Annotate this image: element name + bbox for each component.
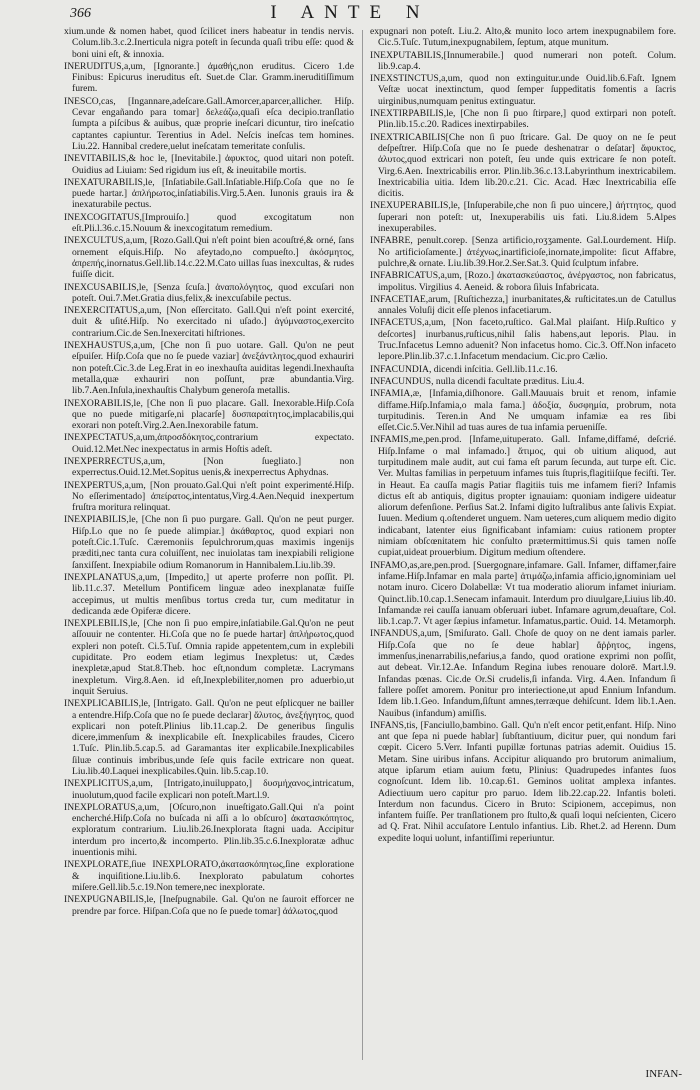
dictionary-entry: INEXPLEBILIS,le, [Che non ſi puo empire,inſatiabile.Gal.Qu'on ne peut aſſouuir ne contenter. Hi.Coſa que no ſe puede hartar] ἀπλήρωτος,quod expleri non poteſt. Ci.5.Tuſ. Omnia rapide appetentem,cum in explebili cupiditate. Pro eodem etiam legimus Inexpletus: ut, Cædes inexpletæ,apud Stat.8.Theb. hoc eſt,nondum completæ. Lacrymans inexpletum. Virg.8.Aen. id eſt,Inexplebiliter,nomen pro aduerbio,ut inquit Seruius.	[64, 618, 354, 697]
dictionary-entry: INFACETUS,a,um, [Non faceto,ruſtico. Gal.Mal plaiſant. Hiſp.Ruſtico y deſcortes] inurbanus,ruſticus,nihil ſalis habens,aut leporis. Plau. in Truc.Infacetus Lemno aduenit? Non infacetus homo. Cic.3. Off.Non infaceto lepore.Plin.lib.37.c.1.Infacetum mendacium. Cic.pro Cælio.	[370, 317, 676, 363]
dictionary-entry: INEXPECTATUS,a,um,ἀπροσδόκητος,contrarium expectato. Ouid.12.Met.Nec inexpectatus in armis Hoſtis adeſt.	[64, 432, 354, 455]
dictionary-entry: INFAMO,as,are,pen.prod. [Suergognare,infamare. Gall. Infamer, diffamer,faire infame.Hiſp.Infamar en mala parte] ἀτιμάζω,infamia afficio,ignominiam uel notam inuro. Cicero Dolabellæ: Vt tua moderatio aliorum infamet iniuriam. Quinct.lib.10.cap.1.Senecam infamauit. Interdum pro diuulgare,Liuius lib.40. Infamandæ rei cauſſa ianuam obſeruari iubet. Infamare agrum,deuaſtare, Col. lib.1.cap.7. Vt ager ſæpius infametur. Infamatus,partic. Ouid. 14. Metamorph.	[370, 559, 676, 628]
dictionary-entry: INEXPLANATUS,a,um, [Impedito,] ut aperte proferre non poſſit. Pl. lib.11.c.37. Metellum Pontificem linguæ adeo inexplanatæ fuiſſe accepimus, ut multis menſibus tortus creda tur, cum meditatur in dedicanda æde Opiferæ dicere.	[64, 571, 354, 617]
dictionary-entry: INEXPIABILIS,le, [Che non ſi puo purgare. Gall. Qu'on ne peut purger. Hiſp.Lo que no ſe puede alimpiar.] ἀκάθαρτος, quod expiari non poteſt.Cic.1.Tuſc. Cæremoniis ſepulchrorum,quas maximis ingenijs præditi,nec tanta cura coluiſſent, nec inuiolatas tam inexpiabili religione ſanxiſſent. Inexpiabile odium Romanorum in Hannibalem.Liu.lib.39.	[64, 514, 354, 571]
dictionary-entry: INFABRICATUS,a,um, [Rozo.] ἀκατασκεύαστος, ἀνέργαστος, non fabricatus, impolitus. Virgilius 4. Aeneid. & robora ſiluis Infabricata.	[370, 270, 676, 293]
dictionary-entry: INEXCUSABILIS,le, [Senza ſcuſa.] ἀναπολόγητος, quod excuſari non poteſt. Oui.7.Met.Gratia dius,felix,& inexcuſabile pectus.	[64, 281, 354, 304]
dictionary-entry: INEXTIRPABILIS,le, [Che non ſi puo ſtirpare,] quod extirpari non poteſt. Plin.lib.15.c.20. Radices inextirpabiles.	[370, 108, 676, 131]
dictionary-entry: INFAMIS,me,pen.prod. [Infame,uituperato. Gall. Infame,diffamé, deſcrié. Hiſp.Infame o mal infamado.] ἄτιμος, qui ob uitium aliquod, aut turpitudinem male audit, aut cui fama eſt parum ſecunda, aut turpe eſt. Cic. Ver. Multas familias in perpetuum infames tuis ſtupris,flagitiiſque feciſti. Ter. in Heaut. Ea cauſſa magis Patiar flagitiis tuis me infamem fieri? Infamis dictus eſt ab antiquis, digitus propter ignauiam: quoniam indigere uideatur aliorum defenſione. Perſius Sat.2. Infami digito luſtralibus ante ſalivis Expiat. Iuuen. Medium q.oſtenderet unguem. Nam ueteres,cum aliquem medio digito indicabant, latenter eius ſignificabant infamiam: cuius rationem propter nimiam obſcœnitatem hic conſulto prætermittimus.Si quis tamen noſſe cupiat,uideat prouerbium. Digitum medium oſtendere.	[370, 434, 676, 559]
dictionary-entry: INEXHAUSTUS,a,um, [Che non ſi puo uotare. Gall. Qu'on ne peut eſpuiſer. Hiſp.Coſa que no ſe puede vaziar] ἀνεξάντλητος,quod exhauriri non poteſt.Cic.3.de Leg.Erat in eo inexhauſta auiditas legendi.Inexhauſta metalla,quæ exhauriri non poſſunt, præ abundantia.Virg. lib.7.Aen.Inſula,inexhauſtis Chalybum generoſa metallis.	[64, 340, 354, 397]
dictionary-entry: INFANS,tis, [Fanciullo,bambino. Gall. Qu'n n'eſt encor petit,enfant. Hiſp. Nino ant que ſepa ni puede hablar] ſubſtantiuum, dicitur puer, qui nondum fari cœpit. Cicero 5.Verr. Infanti pupillæ fortunas patrias ademit. Ouidius 15. Metam. Sine uiribus infans. Accipitur aliquando pro brutorum animalium, atque ipſarum etiam auium fœtu, Plinius: Quadrupedes infantes ſuos cognoſcunt. Idem lib. 10.cap.61. Geminos uolitat amplexa infantes. Adiectiuum uero capitur pro paruo. Idem lib.22.cap.22. Infantis boleti. Interdum non facundus. Cicero in Bruto: Scipionem, accepimus, non infantem fuiſſe. Per tranſlationem pro ſtulto,& quaſi loqui neſcienten, Cicero ad Q. Frat. Nihil accuſatore Lentulo infantius. Lib. Rhet.2. ad Herenn. Dum expedite loqui uolunt, infantiſſimi reperiuntur.	[370, 719, 676, 844]
column-rule	[362, 30, 363, 1060]
dictionary-entry: INEXPERTUS,a,um, [Non prouato.Gal.Qui n'eſt point experimenté.Hiſp. No eſſerimentado] ἀπείρατος,intentatus,Virg.4.Aen.Nequid inexpertum fruſtra moritura relinquat.	[64, 479, 354, 514]
dictionary-entry: INEXPLICITUS,a,um, [Intrigato,inuiluppato,] δυσμήχανος,intricatum, inuolutum,quod facile explicari non poteſt.Mart.l.9.	[64, 778, 354, 801]
dictionary-entry: INEXSTINCTUS,a,um, quod non extinguitur.unde Ouid.lib.6.Faſt. Ignem Veſtæ uocat inextinctum, quod ſemper ſuppeditatis fomentis a ſacris uirginibus,numquam penitus extinguatur.	[370, 73, 676, 107]
dictionary-entry: INEXPLICABILIS,le, [Intrigato. Gall. Qu'on ne peut eſplicquer ne bailler a entendre.Hiſp.Coſa que no ſe puede declarar] ἄλυτος, ἀνεξήγητος, quod explicari non poteſt.Plinius lib.11.cap.2. De generibus ſingulis dicere,immenſum & inexplicabile eſt. Inexplicabiles fraudes, Cicero 1.Tuſc. Plin.lib.5.cap.5. ad Garamantas iter explicabile.Inexplicabiles ſiluæ continuis imbribus,unde ſeſe quis facile extricare non queat. Liu.lib.40.Laquei inexplicabiles.Quin. lib.5.cap.10.	[64, 698, 354, 777]
dictionary-entry: INEVITABILIS,& hoc le, [Inevitabile.] ἀφυκτος, quod uitari non poteſt. Ouidius ad Liuiam: Sed rigidum ius eſt, & ineuitabile mortis.	[64, 153, 354, 176]
dictionary-entry: INERUDITUS,a,um, [Ignorante.] ἀμαθής,non eruditus. Cicero 1.de Finibus: Epicurus ineruditus eſt. Suet.de Clar. Gramm.ineruditiſſimum furem.	[64, 60, 354, 95]
dictionary-entry: INEXCULTUS,a,um, [Rozo.Gall.Qui n'eſt point bien acouſtré,& orné, ſans ornement eſquis.Hiſp. No afeytado,no compueſto.] ἀκόσμητος, ἀπρεπής,inornatus.Gell.lib.14.c.22.M.Cato uillas ſuas inexcultas, & rudes fuiſſe dicit.	[64, 235, 354, 281]
running-title: I ANTE N	[270, 2, 430, 23]
dictionary-entry: INEXPERRECTUS,a,um, [Non ſuegliato.] non experrectus.Ouid.12.Met.Sopitus uenis,& inexperrectus Aphydnas.	[64, 455, 354, 479]
dictionary-entry: xium.unde & nomen habet, quod ſcilicet iners habeatur in tendis nervis. Colum.lib.3.c.2.Inerticula nigra poteſt in ſecunda quaſi tribu eſſe: quod & boni uini eſt, & innoxia.	[64, 26, 354, 60]
dictionary-entry: INFACETIAE,arum, [Ruſtichezza,] inurbanitates,& ruſticitates.un de Catullus annales Voluſij dicit eſſe plenos infacetiarum.	[370, 293, 676, 317]
dictionary-entry: INEXORABILIS,le, [Che non ſi puo placare. Gall. Inexorable.Hiſp.Coſa que no puede mitigarſe,ni placarſe] δυσπαραίτητος,implacabilis,qui exorari non poteſt.Virg.2.Aen.Inexorabile fatum.	[64, 397, 354, 432]
left-column	[64, 26, 354, 1056]
dictionary-entry: INEXUPERABILIS,le, [Inſuperabile,che non ſi puo uincere,] ἀήττητος, quod ſuperari non poteſt: ut, Inexuperabilis uis fati. Liu.8.idem 5.Alpes inexuperabiles.	[370, 200, 676, 235]
dictionary-entry: INEXPLORATUS,a,um, [Oſcuro,non inueſtigato.Gall.Qui n'a point encherché.Hiſp.Coſa no buſcada ni aſſi a lo obſcuro] ἀκατασκόπητος, exploratum contrarium. Liu.lib.26.Inexplorata ſtagni uada. Accipitur interdum pro incerto,& incomperto. Plin.lib.35.c.6.Inexploratæ adhuc inuentionis mihi.	[64, 801, 354, 859]
catchword: INFAN-	[645, 1068, 682, 1080]
dictionary-entry: INFAMIA,æ, [Infamia,diſhonore. Gall.Mauuais bruit et renom, infamie diffame.Hiſp.Infamia,o mala fama.] ἀδοξία, δυσφημία, probrum, nota turpitudinis. Teren.in And Ne umquam infamiæ ea res ſibi eſſet.Cic.5.Ver.Nihil ad tuas aures de tua infamia perueniſſe.	[370, 388, 676, 434]
dictionary-entry: INEXTRICABILIS[Che non ſi puo ſtricare. Gal. De quoy on ne ſe peut deſpeſtrer. Hiſp.Coſa que no ſe puede deshenatrar o deſatar] ἄφυκτος, ἀλυτος,quod extricari non poteſt, ſeu unde quis extricare ſe non poteſt. Virg.6.Aen. Inextricabilis error. Plin.lib.36.c.13.Labyrinthum inextricabilem. Inextricabilia uitia. Idem lib.20.c.21. Cic. Acad. Hæc Inextricabilia eſſe dicitis.	[370, 131, 676, 200]
dictionary-entry: INEXPUGNABILIS,le, [Ineſpugnabile. Gal. Qu'on ne ſauroit efforcer ne prendre par force. Hiſpan.Coſa que no ſe puede tomar] ἀάλωτος,quod	[64, 894, 354, 917]
dictionary-entry: expugnari non poteſt. Liu.2. Alto,& munito loco artem inexpugnabilem fore. Cic.5.Tuſc. Tutum,inexpugnabilem, ſeptum, atque munitum.	[370, 26, 676, 49]
dictionary-entry: INESCO,cas, [Ingannare,adeſcare.Gall.Amorcer,aparcer,allicher. Hiſp. Cevar engañando para tomar] δελεάζω,quaſi eſca decipio.tranſlatio ſumpta a piſcibus & auibus, quæ proprie ineſcari dicuntur, tiro ineſcatio captantes capiuntur. Terentius in Adel. Neſcis ineſcas tem homines. Liu.22. Hannibal credere,uelut ineſcatam temeritate conſulis.	[64, 95, 354, 152]
dictionary-entry: INFANDUS,a,um, [Smiſurato. Gall. Choſe de quoy on ne dent iamais parler. Hiſp.Coſa que no ſe deue hablar] ἄῤῥητος, ingens, immenſus,inenarrabilis,nefarius,a fando, quod oratione exprimi non poſſit, aut debeat. Vir.12.Ae. Infandum Regina iubes renouare dolorē. Mart.l.9. Infandas pœnas. Cic.de Or.Si crudelis,ſi infanda. Virg. 4.Aen. Infandum ſi fallere poſſet amorem. Ponitur pro interiectione,ut apud Ennium Infandum. Idem lib.1.Geo. Infandum,ſiſtunt amnes,terræque dehiſcunt. Idem lib.1.Aen. Nauibus (infandum) amiſſis.	[370, 628, 676, 719]
dictionary-entry: INEXPLORATE,ſiue INEXPLORATO,ἀκατασκόπητως,ſine exploratione & inquiſitione.Liu.lib.6. Inexplorato pabulatum cohortes miſere.Gell.lib.5.c.19.Non temere,nec inexplorate.	[64, 859, 354, 893]
page-number: 366	[70, 6, 91, 21]
dictionary-entry: INEXPUTABILIS,[Innumerabile.] quod numerari non poteſt. Colum. lib.9.cap.4.	[370, 49, 676, 72]
dictionary-entry: INFACUNDUS, nulla dicendi facultate præditus. Liu.4.	[370, 375, 585, 387]
right-column	[370, 26, 676, 1056]
dictionary-entry: INFABRE, penult.corep. [Senza artificio,roʒʒamente. Gal.Lourdement. Hiſp. No artificioſamente.] ἀτέχνως,inartificioſe,inornate,impolite: ſicut Affabre, pulchre,& ornate. Liu.lib.39.Hor.2.Ser.Sat.3. Quid ſculptum infabre.	[370, 235, 676, 269]
dictionary-entry: INEXCOGITATUS,[Improuiſo.] quod excogitatum non eſt.Pli.l.36.c.15.Nouum & inexcogitatum remedium.	[64, 211, 354, 235]
dictionary-entry: INEXATURABILIS,le, [Inſatiabile.Gall.Inſatiable.Hiſp.Coſa que no ſe puede hartar.] ἀπλήρωτος,inſatiabilis.Virg.5.Aen. Iunonis grauis ira & inexaturabile pectus.	[64, 176, 354, 211]
dictionary-entry: INEXERCITATUS,a,um, [Non eſſercitato. Gall.Qui n'eſt point exercité, duit & uſité.Hiſp. No exercitado ni uſado.] ἀγύμναστος,exercito contrarium.Cic.de Sen.Inexercitati hiſtriones.	[64, 305, 354, 339]
dictionary-entry: INFACUNDIA, dicendi inſcitia. Gell.lib.11.c.16.	[370, 363, 558, 375]
